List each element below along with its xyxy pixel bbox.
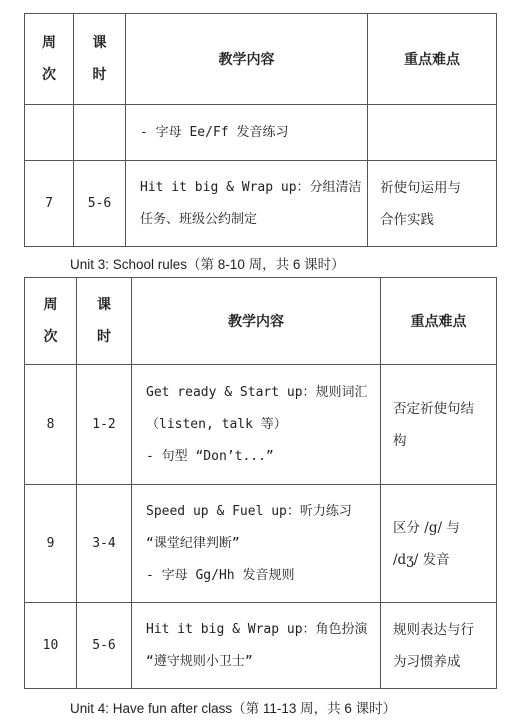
header-week: 周 次	[25, 14, 74, 105]
week-cell	[25, 105, 74, 161]
key-cell: 区分 /g/ 与 /dʒ/ 发音	[381, 485, 497, 603]
lessons-cell: 1-2	[77, 365, 132, 485]
header-key: 重点难点	[368, 14, 497, 105]
table-row	[25, 365, 497, 485]
table-row	[25, 161, 497, 247]
header-week: 周 次	[25, 278, 77, 365]
key-cell	[368, 105, 497, 161]
unit-3-title: Unit 3: School rules（第 8-10 周，共 6 课时）	[70, 257, 345, 272]
unit-4-title: Unit 4: Have fun after class（第 11-13 周，共 6 课时）	[70, 701, 397, 716]
header-content: 教学内容	[126, 14, 368, 105]
lessons-cell	[74, 105, 126, 161]
key-cell: 否定祈使句结 构	[381, 365, 497, 485]
week-cell: 8	[25, 365, 77, 485]
header-lessons: 课 时	[74, 14, 126, 105]
week-cell: 10	[25, 603, 77, 689]
schedule-table-1	[24, 13, 497, 247]
content-cell: Speed up & Fuel up：听力练习 “课堂纪律判断” - 字母 Gg/Hh 发音规则	[132, 485, 381, 603]
key-cell: 规则表达与行 为习惯养成	[381, 603, 497, 689]
table-header-row	[25, 278, 497, 365]
key-cell: 祈使句运用与 合作实践	[368, 161, 497, 247]
header-key: 重点难点	[381, 278, 497, 365]
header-content: 教学内容	[132, 278, 381, 365]
week-cell: 7	[25, 161, 74, 247]
table-row	[25, 485, 497, 603]
content-cell: - 字母 Ee/Ff 发音练习	[126, 105, 368, 161]
content-cell: Get ready & Start up：规则词汇 （listen, talk 等） - 句型 “Don’t...”	[132, 365, 381, 485]
week-cell: 9	[25, 485, 77, 603]
content-cell: Hit it big & Wrap up：角色扮演 “遵守规则小卫士”	[132, 603, 381, 689]
content-cell: Hit it big & Wrap up：分组清洁 任务、班级公约制定	[126, 161, 368, 247]
header-lessons: 课 时	[77, 278, 132, 365]
schedule-table-2	[24, 277, 497, 689]
lessons-cell: 5-6	[74, 161, 126, 247]
table-row	[25, 603, 497, 689]
table-row	[25, 105, 497, 161]
lessons-cell: 5-6	[77, 603, 132, 689]
lessons-cell: 3-4	[77, 485, 132, 603]
table-header-row	[25, 14, 497, 105]
